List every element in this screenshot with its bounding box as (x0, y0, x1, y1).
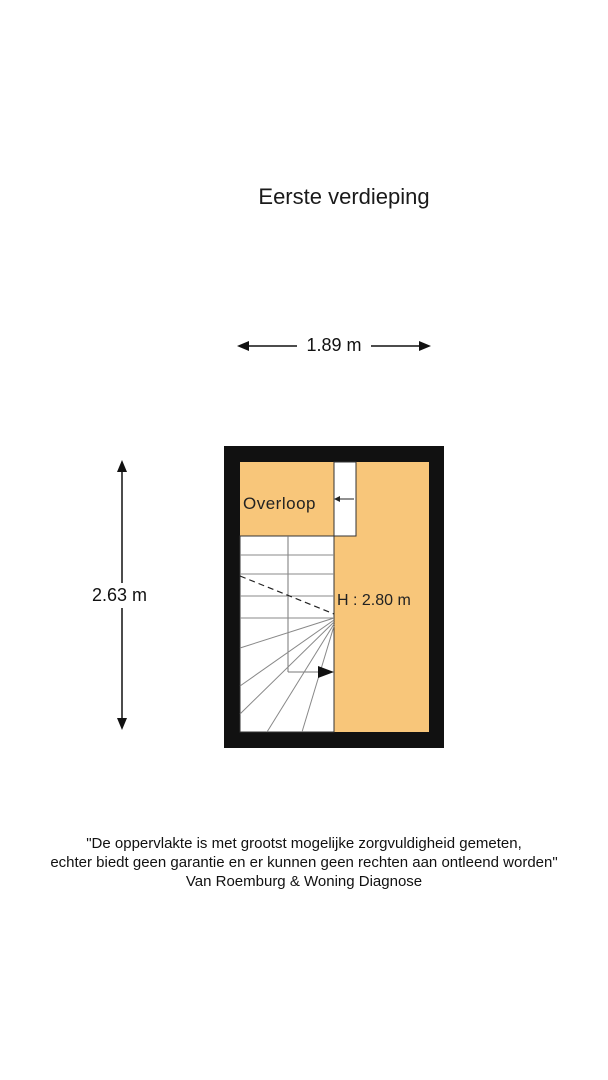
disclaimer-line-3: Van Roemburg & Woning Diagnose (185, 873, 423, 890)
floor-title: Eerste verdieping (258, 184, 430, 209)
depth-dimension-label: 2.63 m (92, 583, 147, 608)
room-label-overloop: Overloop (243, 494, 316, 513)
width-dimension-label: 1.89 m (306, 335, 362, 355)
staircase (240, 536, 334, 732)
disclaimer (0, 834, 608, 891)
disclaimer-line-1: "De oppervlakte is met grootst mogelijke zorgvuldigheid gemeten, (86, 835, 522, 852)
floor-plan (224, 446, 444, 748)
disclaimer-line-2: echter biedt geen garantie en er kunnen geen rechten aan ontleend worden" (50, 854, 558, 871)
width-dimension (237, 333, 431, 359)
room-label-height: H : 2.80 m (337, 592, 411, 609)
